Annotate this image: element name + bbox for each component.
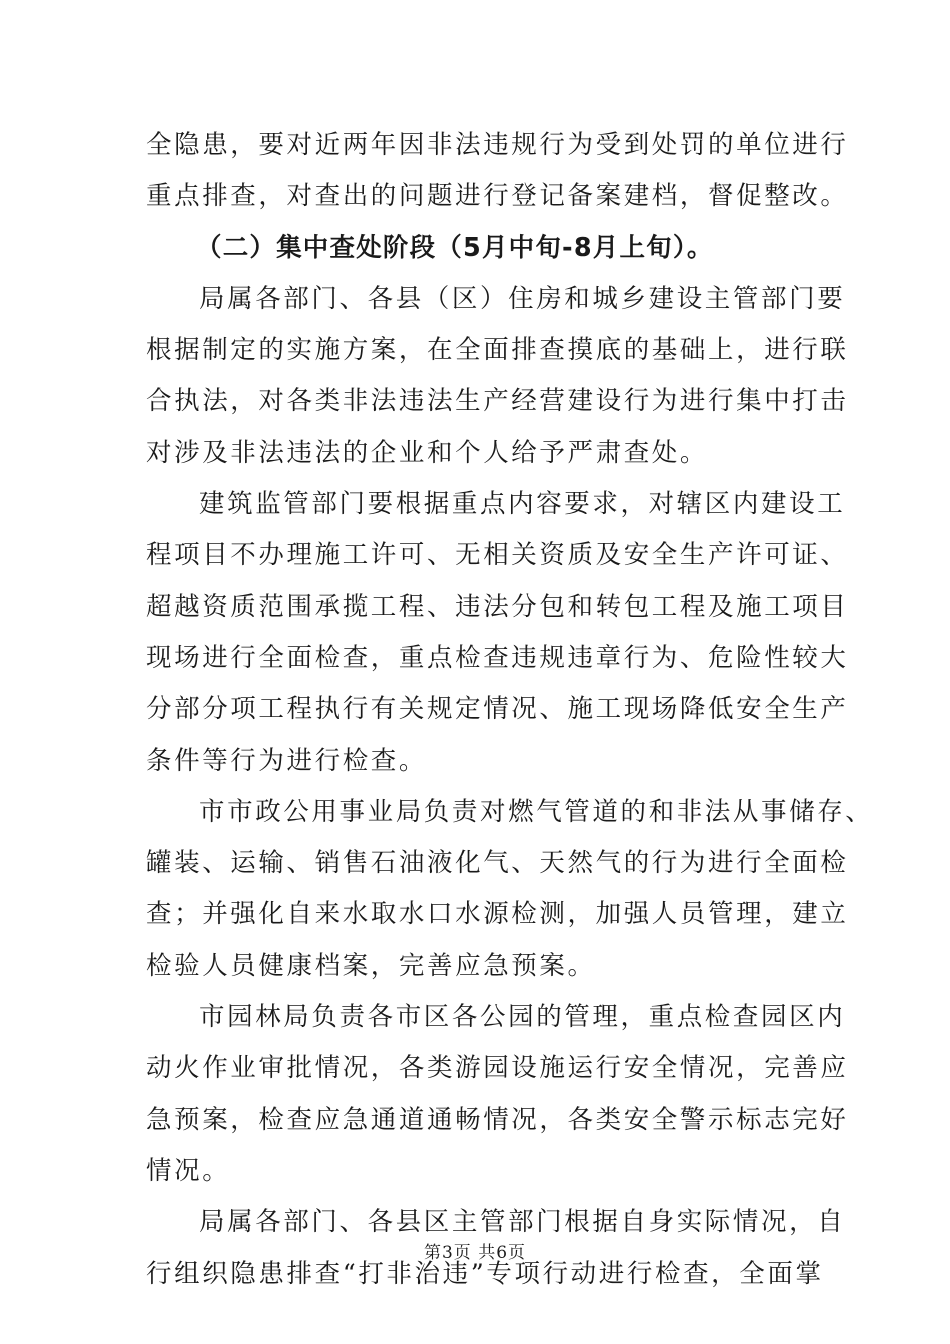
text-line: 急预案，检查应急通道通畅情况，各类安全警示标志完好 xyxy=(146,1104,849,1135)
section-heading: （二）集中查处阶段（5月中旬-8月上旬）。 xyxy=(196,232,714,263)
text-line: 程项目不办理施工许可、无相关资质及安全生产许可证、 xyxy=(146,540,849,571)
text-line: 超越资质范围承揽工程、违法分包和转包工程及施工项目 xyxy=(146,591,849,622)
text-line: 查；并强化自来水取水口水源检测，加强人员管理，建立 xyxy=(146,899,849,930)
text-line: 行组织隐患排查“打非治违”专项行动进行检查，全面掌 xyxy=(146,1258,824,1289)
text-line: 分部分项工程执行有关规定情况、施工现场降低安全生产 xyxy=(146,694,849,725)
text-line: 情况。 xyxy=(146,1155,231,1186)
paragraph-start-line: 局属各部门、各县区主管部门根据自身实际情况，自 xyxy=(199,1207,846,1238)
text-line: 现场进行全面检查，重点检查违规违章行为、危险性较大 xyxy=(146,642,849,673)
paragraph-start-line: 局属各部门、各县（区）住房和城乡建设主管部门要 xyxy=(199,283,846,314)
text-line: 全隐患，要对近两年因非法违规行为受到处罚的单位进行 xyxy=(146,130,849,160)
text-line: 对涉及非法违法的企业和个人给予严肃查处。 xyxy=(146,437,709,468)
page-number-footer: 第3页 共6页 xyxy=(423,1243,527,1263)
text-line: 条件等行为进行检查。 xyxy=(146,745,428,776)
paragraph-start-line: 建筑监管部门要根据重点内容要求，对辖区内建设工 xyxy=(199,489,846,520)
text-line: 检验人员健康档案，完善应急预案。 xyxy=(146,950,596,981)
text-line: 动火作业审批情况，各类游园设施运行安全情况，完善应 xyxy=(146,1053,849,1084)
text-line: 重点排查，对查出的问题进行登记备案建档，督促整改。 xyxy=(146,181,849,212)
text-line: 根据制定的实施方案，在全面排查摸底的基础上，进行联 xyxy=(146,335,849,366)
body-text xyxy=(146,120,874,1300)
paragraph-start-line: 市园林局负责各市区各公园的管理，重点检查园区内 xyxy=(199,1002,846,1033)
text-line: 合执法，对各类非法违法生产经营建设行为进行集中打击 xyxy=(146,386,849,417)
text-line: 罐装、运输、销售石油液化气、天然气的行为进行全面检 xyxy=(146,848,849,879)
paragraph-start-line: 市市政公用事业局负责对燃气管道的和非法从事储存、 xyxy=(199,796,874,827)
